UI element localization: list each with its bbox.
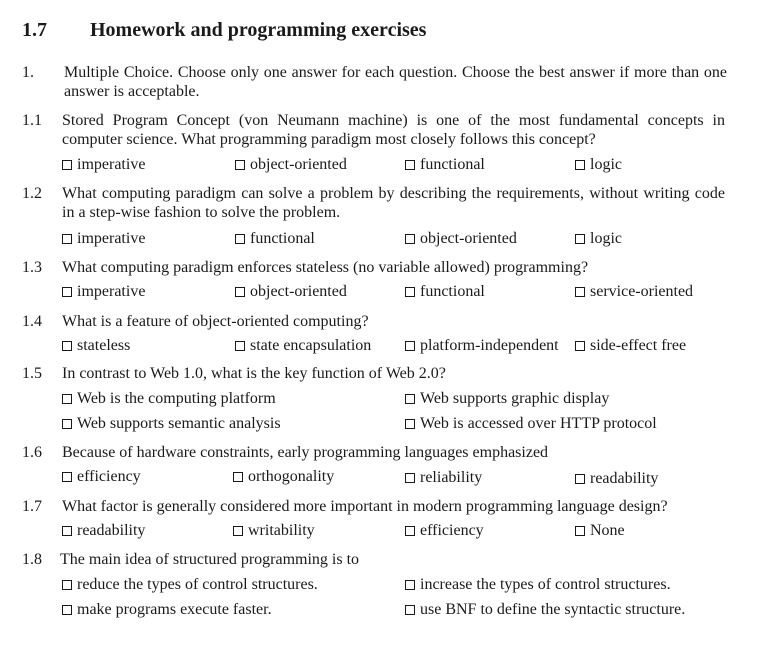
checkbox-icon[interactable]: [405, 394, 415, 404]
checkbox-icon[interactable]: [405, 234, 415, 244]
option-checkbox[interactable]: [235, 282, 347, 301]
question-text: What computing paradigm enforces stateless (no variable allowed) programming?: [62, 259, 589, 276]
checkbox-icon[interactable]: [235, 341, 245, 351]
option-checkbox[interactable]: [405, 229, 517, 248]
option-checkbox[interactable]: [405, 336, 559, 355]
option-label: state encapsulation: [250, 337, 372, 354]
question-number: 1.3: [22, 259, 42, 276]
checkbox-icon[interactable]: [405, 341, 415, 351]
option-checkbox[interactable]: [62, 389, 276, 408]
checkbox-icon[interactable]: [233, 472, 243, 482]
question-number: 1.7: [22, 498, 42, 515]
option-checkbox[interactable]: [405, 155, 485, 174]
option-checkbox[interactable]: [405, 468, 482, 487]
option-checkbox[interactable]: [62, 521, 145, 540]
option-checkbox[interactable]: [405, 414, 657, 433]
option-checkbox[interactable]: [405, 575, 671, 594]
option-checkbox[interactable]: [62, 575, 318, 594]
checkbox-icon[interactable]: [235, 287, 245, 297]
option-label: increase the types of control structures.: [420, 576, 671, 593]
option-label: Web supports semantic analysis: [77, 415, 281, 432]
question-number: 1.1: [22, 112, 42, 129]
option-checkbox[interactable]: [62, 155, 145, 174]
option-checkbox[interactable]: [62, 336, 130, 355]
checkbox-icon[interactable]: [405, 287, 415, 297]
checkbox-icon[interactable]: [62, 580, 72, 590]
option-label: reduce the types of control structures.: [77, 576, 318, 593]
option-label: side-effect free: [590, 337, 687, 354]
option-checkbox[interactable]: [575, 155, 622, 174]
option-label: readability: [590, 470, 659, 487]
option-label: logic: [590, 230, 622, 247]
checkbox-icon[interactable]: [62, 419, 72, 429]
question-text: What computing paradigm can solve a problem by describing the requirements, without writing code in a step-wise fashion to solve the problem.: [62, 185, 725, 221]
checkbox-icon[interactable]: [575, 474, 585, 484]
option-label: efficiency: [420, 522, 484, 539]
question-text: What is a feature of object-oriented computing?: [62, 313, 369, 330]
option-checkbox[interactable]: [575, 229, 622, 248]
checkbox-icon[interactable]: [62, 526, 72, 536]
option-label: Web supports graphic display: [420, 390, 610, 407]
option-label: efficiency: [77, 468, 141, 485]
question-text: What factor is generally considered more important in modern programming language design?: [62, 498, 668, 515]
checkbox-icon[interactable]: [62, 605, 72, 615]
question-text: The main idea of structured programming is to: [60, 551, 360, 568]
option-label: Web is accessed over HTTP protocol: [420, 415, 657, 432]
option-label: logic: [590, 156, 622, 173]
option-label: imperative: [77, 283, 146, 300]
question-number: 1.5: [22, 365, 42, 382]
checkbox-icon[interactable]: [62, 234, 72, 244]
option-label: object-oriented: [420, 230, 517, 247]
checkbox-icon[interactable]: [405, 580, 415, 590]
checkbox-icon[interactable]: [62, 160, 72, 170]
option-label: functional: [420, 283, 485, 300]
question-text: Because of hardware constraints, early programming languages emphasized: [62, 444, 549, 461]
section-number: 1.7: [22, 19, 47, 41]
option-checkbox[interactable]: [235, 336, 371, 355]
option-checkbox[interactable]: [405, 282, 485, 301]
option-label: orthogonality: [248, 468, 335, 485]
option-label: readability: [77, 522, 146, 539]
option-checkbox[interactable]: [405, 521, 484, 540]
option-label: stateless: [77, 337, 131, 354]
option-label: writability: [248, 522, 315, 539]
question-text: Stored Program Concept (von Neumann machine) is one of the most fundamental concepts in computer science. What programming paradigm most closely follows this concept?: [62, 112, 725, 148]
option-label: object-oriented: [250, 156, 347, 173]
option-checkbox[interactable]: [405, 389, 609, 408]
question-number: 1.8: [22, 551, 42, 568]
option-label: Web is the computing platform: [77, 390, 276, 407]
option-checkbox[interactable]: [62, 600, 272, 619]
option-label: functional: [250, 230, 315, 247]
option-checkbox[interactable]: [575, 336, 686, 355]
checkbox-icon[interactable]: [575, 160, 585, 170]
checkbox-icon[interactable]: [62, 287, 72, 297]
checkbox-icon[interactable]: [575, 287, 585, 297]
question-text: In contrast to Web 1.0, what is the key function of Web 2.0?: [62, 365, 446, 382]
option-checkbox[interactable]: [62, 467, 141, 486]
checkbox-icon[interactable]: [405, 473, 415, 483]
checkbox-icon[interactable]: [233, 526, 243, 536]
option-label: platform-independent: [420, 337, 559, 354]
option-checkbox[interactable]: [405, 600, 685, 619]
option-checkbox[interactable]: [575, 521, 625, 540]
option-label: functional: [420, 156, 485, 173]
question-number: 1.2: [22, 185, 42, 202]
option-checkbox[interactable]: [235, 229, 315, 248]
option-label: None: [590, 522, 625, 539]
checkbox-icon[interactable]: [62, 472, 72, 482]
option-label: make programs execute faster.: [77, 601, 272, 618]
option-checkbox[interactable]: [235, 155, 347, 174]
section-title: Homework and programming exercises: [90, 19, 427, 41]
checkbox-icon[interactable]: [405, 605, 415, 615]
option-checkbox[interactable]: [233, 521, 315, 540]
checkbox-icon[interactable]: [62, 394, 72, 404]
checkbox-icon[interactable]: [575, 341, 585, 351]
option-checkbox[interactable]: [233, 467, 334, 486]
option-label: imperative: [77, 156, 146, 173]
option-checkbox[interactable]: [62, 414, 281, 433]
checkbox-icon[interactable]: [62, 341, 72, 351]
option-checkbox[interactable]: [62, 282, 145, 301]
question-number: 1.4: [22, 313, 42, 330]
instructions-text: Multiple Choice. Choose only one answer for each question. Choose the best answer if more than one answer is acceptable.: [64, 64, 727, 100]
checkbox-icon[interactable]: [235, 234, 245, 244]
option-label: use BNF to define the syntactic structure.: [420, 601, 686, 618]
checkbox-icon[interactable]: [575, 526, 585, 536]
checkbox-icon[interactable]: [575, 234, 585, 244]
instructions-number: 1.: [22, 64, 34, 81]
checkbox-icon[interactable]: [405, 526, 415, 536]
option-label: imperative: [77, 230, 146, 247]
option-checkbox[interactable]: [62, 229, 145, 248]
option-checkbox[interactable]: [575, 469, 658, 488]
question-number: 1.6: [22, 444, 42, 461]
option-label: service-oriented: [590, 283, 694, 300]
option-label: reliability: [420, 469, 483, 486]
checkbox-icon[interactable]: [405, 419, 415, 429]
option-checkbox[interactable]: [575, 282, 693, 301]
option-label: object-oriented: [250, 283, 347, 300]
checkbox-icon[interactable]: [405, 160, 415, 170]
checkbox-icon[interactable]: [235, 160, 245, 170]
